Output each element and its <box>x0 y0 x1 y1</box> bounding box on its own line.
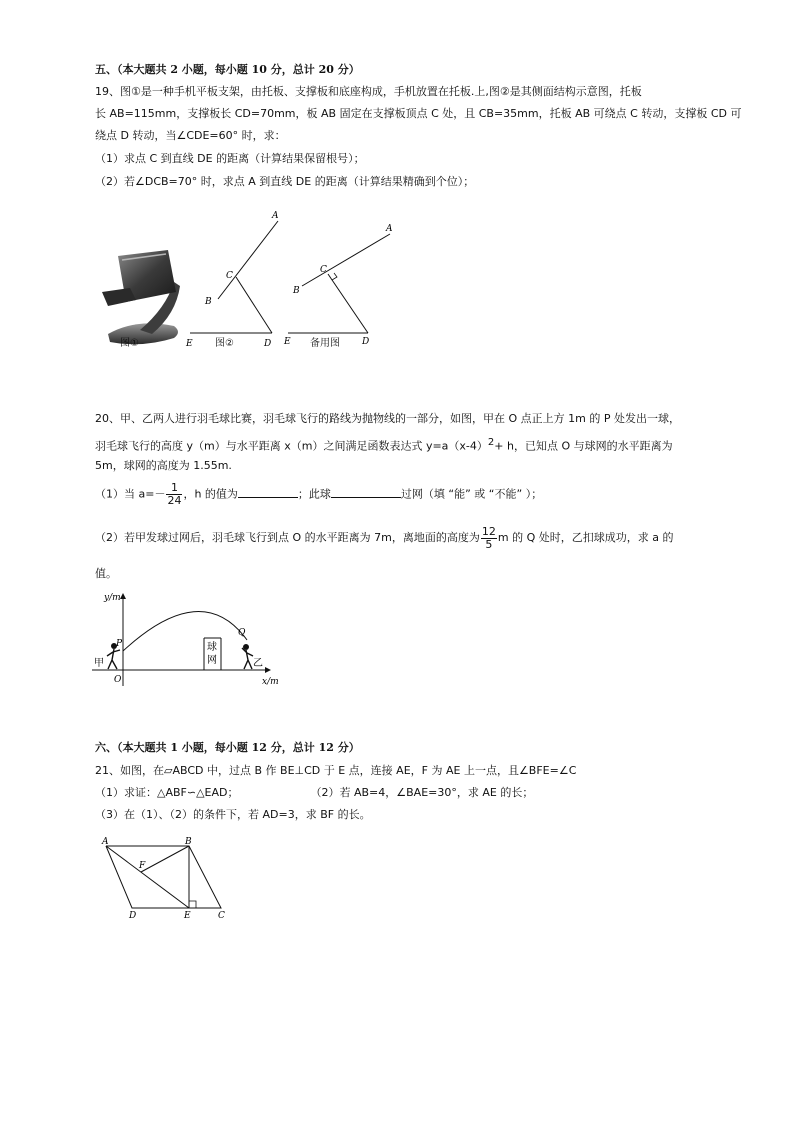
parallelogram-figure <box>96 834 236 920</box>
q20-line-2: 羽毛球飞行的高度 y（m）与水平距离 x（m）之间满足函数表达式 $y=a(x-4)^2+ h$，已知点 O 与球网的水平距离为 <box>95 437 673 453</box>
fig2-label-E: E <box>186 339 193 349</box>
q20-part-2-cont: 值。 <box>95 567 117 580</box>
graph-net-label-1: 球 <box>207 642 217 653</box>
q21-label-F: F <box>139 861 146 871</box>
graph-x-label: x/m <box>262 677 279 687</box>
q20-line-1: 20、甲、乙两人进行羽毛球比赛，羽毛球飞行的路线为抛物线的一部分，如图，甲在 O 点正上方 1m 的 P 处发出一球， <box>95 412 680 425</box>
q19-line-3: 绕点 D 转动，当∠CDE=60° 时，求： <box>95 129 286 142</box>
answer-blank-over-net[interactable] <box>331 485 401 498</box>
fig2-label-B: B <box>205 297 212 307</box>
figure-2-diagram <box>180 205 290 355</box>
fig2-label-A: A <box>272 211 279 221</box>
section-5-header: 五、（本大题共 2 小题，每小题 10 分，总计 20 分） <box>95 63 360 76</box>
fraction-12-5: $\frac{12}{5}$ <box>481 524 496 551</box>
fig2-label-C: C <box>226 271 233 281</box>
q21-label-B: B <box>185 837 192 847</box>
graph-point-Q: Q <box>238 628 246 638</box>
fig3-caption: 备用图 <box>310 338 340 349</box>
q21-label-C: C <box>218 911 225 920</box>
graph-player-a-label: 甲 <box>94 658 104 669</box>
q21-line-1: 21、如图，在▱ABCD 中，过点 B 作 BE⊥CD 于 E 点，连接 AE，F 为 AE 上一点，且∠BFE=∠C <box>95 764 577 777</box>
q19-line-1: 19、图①是一种手机平板支架，由托板、支撑板和底座构成，手机放置在托板.上,图②是其侧面结构示意图，托板 <box>95 85 642 98</box>
tablet-stand-photo <box>96 248 188 352</box>
player-a-figure <box>107 649 120 669</box>
q19-part-1: （1）求点 C 到直线 DE 的距离（计算结果保留根号）； <box>95 152 365 165</box>
backup-label-A: A <box>386 224 393 234</box>
fig2-label-D: D <box>264 339 272 349</box>
answer-blank-h[interactable] <box>238 485 298 498</box>
q21-label-D: D <box>129 911 137 920</box>
graph-y-label: y/m <box>104 593 121 603</box>
graph-origin-label: O <box>114 675 122 685</box>
backup-figure-diagram <box>282 218 402 356</box>
graph-player-b-label: 乙 <box>253 658 263 669</box>
q21-part-2: （2）若 AB=4，∠BAE=30°，求 AE 的长； <box>310 786 534 799</box>
badminton-trajectory-graph <box>90 588 290 692</box>
fraction-1-24: $\frac{1}{24}$ <box>167 481 182 507</box>
backup-label-C: C <box>320 265 327 275</box>
player-b-figure <box>242 648 253 669</box>
graph-point-P: P <box>116 639 123 649</box>
graph-net-label-2: 网 <box>207 655 217 666</box>
backup-label-D: D <box>362 337 370 347</box>
q21-label-A: A <box>102 837 109 847</box>
q21-part-1: （1）求证：△ABF∽△EAD； （2）若 AB=4，∠BAE=30°，求 AE 的长； <box>95 786 534 799</box>
fig2-caption: 图② <box>215 338 234 349</box>
q20-part-1: （1）当 a=－ $\frac{1}{24}$ ，h 的值为 ；此球 过网（填 “能” 或 “不能” ）； <box>95 481 543 507</box>
q20-line-3: 5m，球网的高度为 1.55m. <box>95 459 232 472</box>
backup-label-B: B <box>293 286 300 296</box>
q21-part-3: （3）在（1）、（2）的条件下，若 AD=3，求 BF 的长。 <box>95 808 371 821</box>
backup-label-E: E <box>284 337 291 347</box>
q19-line-2: 长 AB=115mm，支撑板长 CD=70mm，板 AB 固定在支撑板顶点 C 处，且 CB=35mm，托板 AB 可绕点 C 转动，支撑板 CD 可 <box>95 107 742 120</box>
q19-part-2: （2）若∠DCB=70° 时，求点 A 到直线 DE 的距离（计算结果精确到个位）； <box>95 175 475 188</box>
fig1-caption: 图① <box>120 338 139 349</box>
q20-part-2: （2）若甲发球过网后，羽毛球飞行到点 O 的水平距离为 7m，离地面的高度为 $\frac{12}{5}$ m 的 Q 处时，乙扣球成功，求 a 的 <box>95 524 674 551</box>
q21-label-E: E <box>184 911 191 920</box>
section-6-header: 六、（本大题共 1 小题，每小题 12 分，总计 12 分） <box>95 741 360 754</box>
